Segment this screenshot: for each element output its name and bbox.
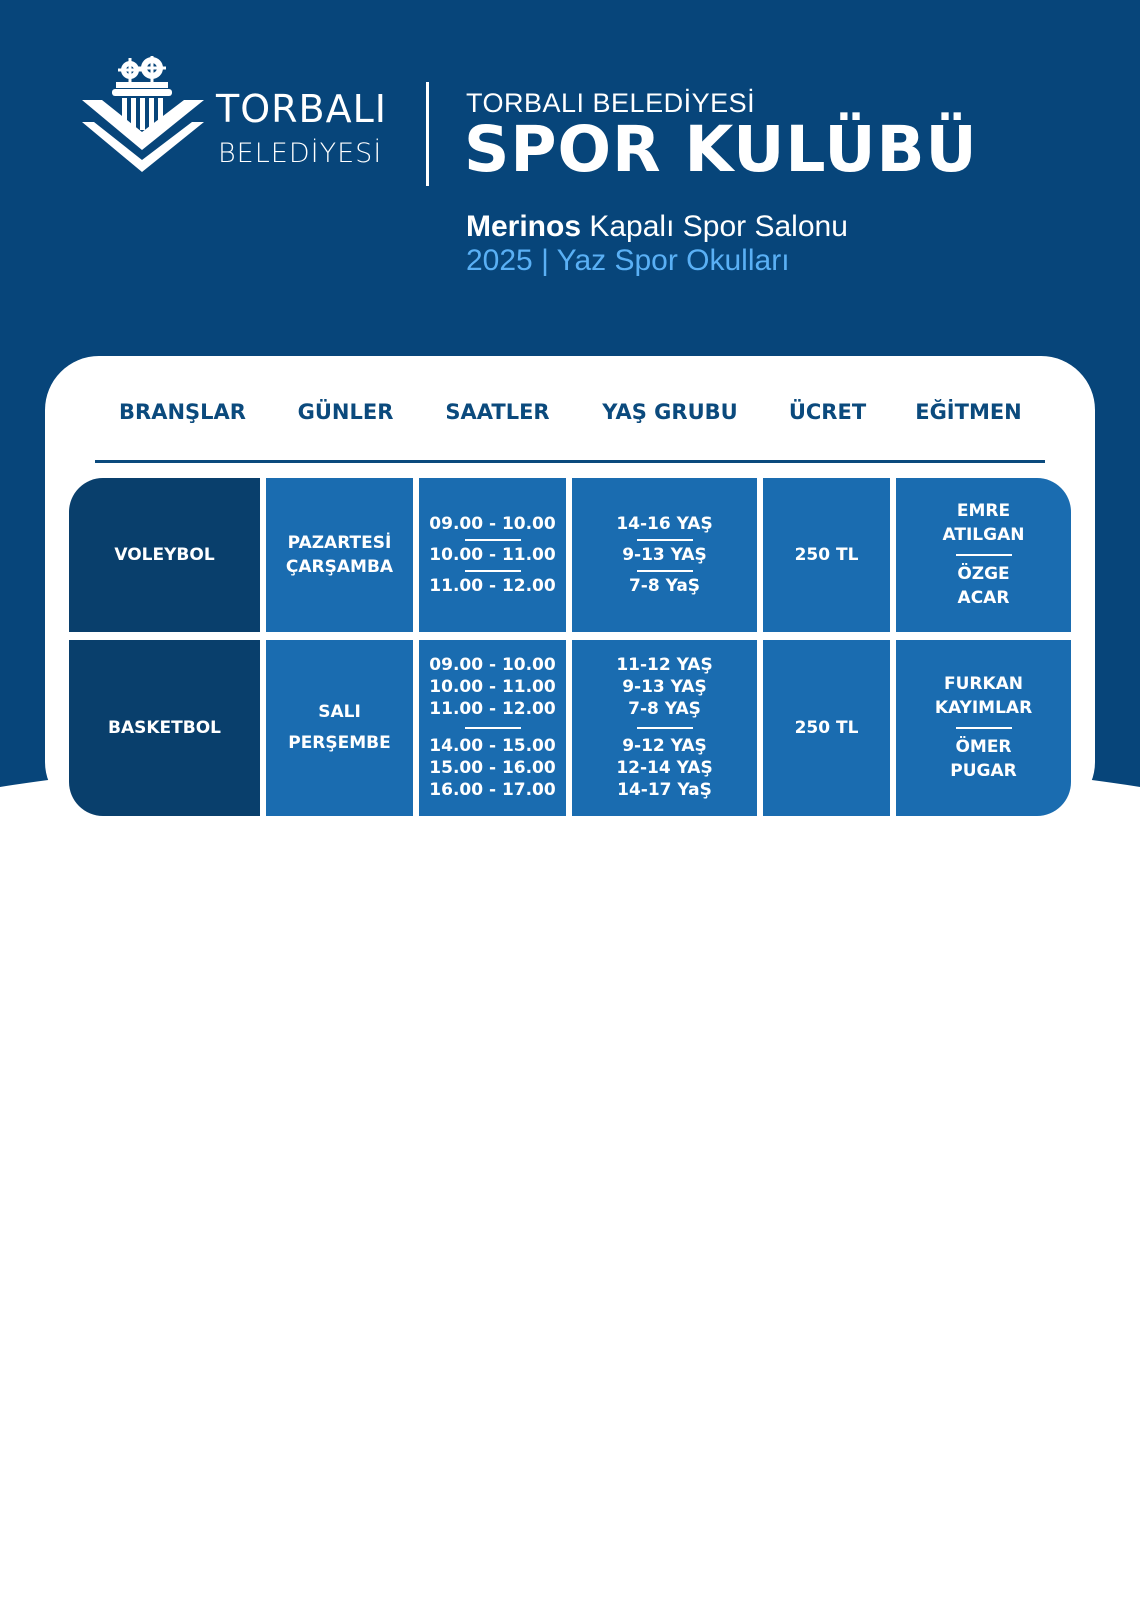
age-group: 9-13 YAŞ: [622, 544, 707, 565]
fee-label: 250 TL: [794, 544, 859, 565]
table-row-voleybol-ages: [572, 478, 757, 632]
logo-text-belediyesi: BELEDİYESİ: [218, 138, 383, 169]
hour-slot: 15.00 - 16.00: [429, 758, 556, 778]
column-header-days: GÜNLER: [297, 400, 394, 424]
age-group: 12-14 YAŞ: [616, 758, 713, 778]
branch-label: VOLEYBOL: [114, 544, 215, 565]
hour-slot: 10.00 - 11.00: [429, 677, 556, 697]
day-label: PAZARTESİ: [287, 532, 392, 553]
season-line: 2025 | Yaz Spor Okulları: [466, 244, 790, 277]
hour-slot: 09.00 - 10.00: [429, 655, 556, 675]
trainer-surname: ACAR: [957, 588, 1010, 608]
age-group: 7-8 YaŞ: [628, 575, 701, 596]
venue-description: Kapalı Spor Salonu: [581, 210, 848, 243]
header-divider: [426, 82, 429, 186]
table-row-voleybol-hours: [419, 478, 566, 632]
age-group: 7-8 YAŞ: [628, 699, 701, 719]
trainer-surname: KAYIMLAR: [934, 698, 1033, 718]
age-group: 9-12 YAŞ: [622, 736, 707, 756]
venue-name: Merinos: [466, 210, 582, 243]
hour-slot: 09.00 - 10.00: [429, 513, 556, 534]
brand-subtitle: TORBALI BELEDİYESİ: [466, 88, 756, 118]
hour-slot: 11.00 - 12.00: [429, 575, 556, 596]
hour-slot: 16.00 - 17.00: [429, 780, 556, 800]
trainer-name: ÖMER: [955, 737, 1012, 757]
table-row-basketbol-days: [266, 640, 413, 816]
column-header-fee: ÜCRET: [788, 400, 867, 424]
table-row-basketbol-trainers: [896, 640, 1071, 816]
trainer-name: ÖZGE: [957, 564, 1010, 584]
age-group: 14-17 YaŞ: [617, 780, 712, 800]
torbali-logo: [80, 56, 400, 186]
logo-text-torbali: TORBALI: [216, 87, 387, 131]
slot-separator: [465, 570, 521, 572]
table-row-voleybol-days: [266, 478, 413, 632]
hour-slot: 11.00 - 12.00: [429, 699, 556, 719]
branch-label: BASKETBOL: [108, 717, 221, 738]
column-header-trainer: EĞİTMEN: [915, 400, 1022, 424]
day-label: SALI: [318, 702, 361, 722]
column-header-hours: SAATLER: [445, 400, 550, 424]
fee-label: 250 TL: [794, 717, 859, 738]
brand-title: SPOR KULÜBÜ: [464, 113, 978, 186]
table-row-basketbol-hours: [419, 640, 566, 816]
trainer-name: FURKAN: [943, 674, 1024, 694]
trainer-name: EMRE: [956, 501, 1011, 521]
hour-slot: 10.00 - 11.00: [429, 544, 556, 565]
slot-separator: [465, 539, 521, 541]
age-separator: [637, 570, 693, 572]
day-label: PERŞEMBE: [288, 733, 391, 753]
age-separator: [637, 727, 693, 729]
table-row-basketbol-fee: [763, 640, 890, 816]
age-group: 9-13 YAŞ: [622, 677, 707, 697]
venue-line: [466, 212, 848, 242]
trainer-surname: ATILGAN: [942, 525, 1025, 545]
age-group: 14-16 YAŞ: [616, 513, 713, 534]
age-separator: [637, 539, 693, 541]
trainer-separator: [956, 727, 1012, 729]
table-row-basketbol-branch: [69, 640, 260, 816]
hour-slot: 14.00 - 15.00: [429, 736, 556, 756]
trainer-surname: PUGAR: [950, 761, 1017, 781]
day-label: ÇARŞAMBA: [285, 556, 394, 577]
table-row-basketbol-ages: [572, 640, 757, 816]
trainer-separator: [956, 554, 1012, 556]
column-header-branches: BRANŞLAR: [119, 400, 246, 424]
age-group: 11-12 YAŞ: [616, 655, 713, 675]
bottom-curve: [0, 752, 1140, 1352]
municipality-emblem-icon: [80, 56, 206, 174]
table-row-voleybol-trainers: [896, 478, 1071, 632]
column-header-age-group: YAŞ GRUBU: [602, 400, 738, 424]
slot-separator: [465, 727, 521, 729]
header-rule: [95, 460, 1045, 463]
table-row-voleybol-branch: [69, 478, 260, 632]
table-row-voleybol-fee: [763, 478, 890, 632]
